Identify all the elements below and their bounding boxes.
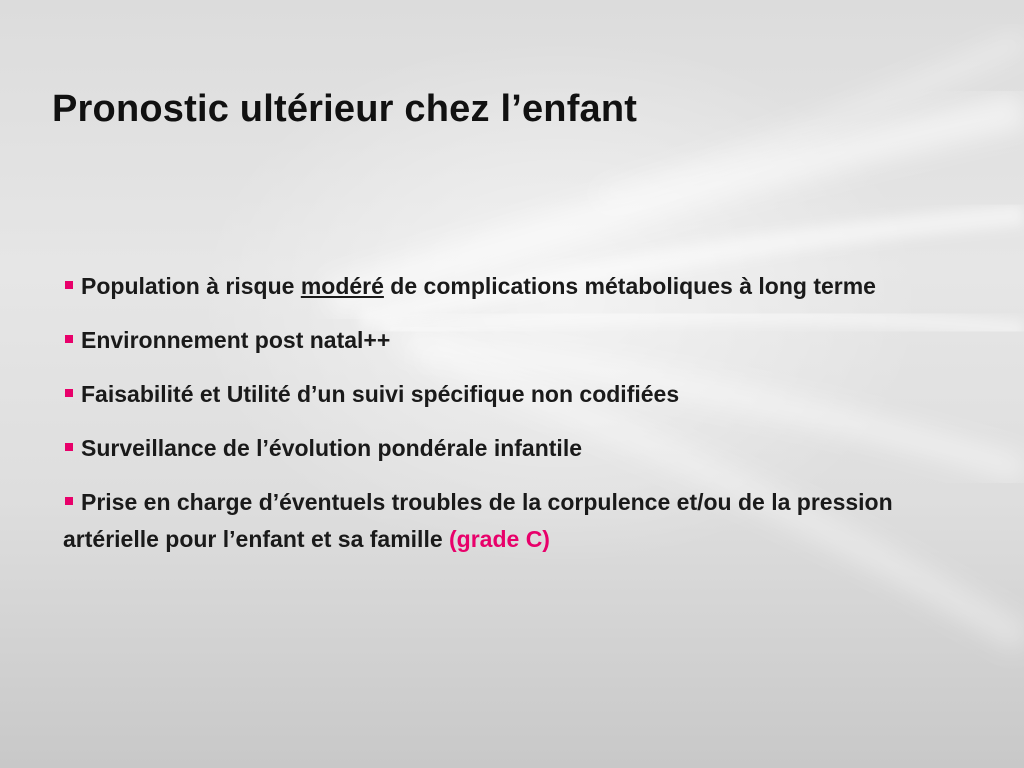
pink-square-bullet-icon — [65, 281, 73, 289]
pink-square-bullet-icon — [65, 335, 73, 343]
bullet-item-population — [63, 268, 933, 305]
bullet-item-surveillance — [63, 430, 933, 467]
bullet-text: Faisabilité et Utilité d’un suivi spécifique non codifiées — [81, 381, 680, 407]
pink-square-bullet-icon — [65, 389, 73, 397]
underlined-emphasis: modéré — [300, 273, 384, 299]
bullet-text: Population à risque — [81, 273, 301, 299]
pink-square-bullet-icon — [65, 443, 73, 451]
bullet-text-continued: de complications métaboliques à long terme — [383, 273, 876, 299]
bullet-item-prise-en-charge — [63, 484, 933, 558]
slide-title: Pronostic ultérieur chez l’enfant — [52, 88, 638, 130]
bullet-text: Surveillance de l’évolution pondérale infantile — [81, 435, 583, 461]
bullet-item-environnement — [63, 322, 933, 359]
grade-label: (grade C) — [449, 526, 550, 552]
bullet-text: Prise en charge d’éventuels troubles de la corpulence et/ou de la pression artérielle pour l’enfant et sa famille — [63, 489, 893, 552]
bullet-item-faisabilite — [63, 376, 933, 413]
bullet-list — [63, 268, 933, 575]
pink-square-bullet-icon — [65, 497, 73, 505]
bullet-text: Environnement post natal++ — [81, 327, 391, 353]
